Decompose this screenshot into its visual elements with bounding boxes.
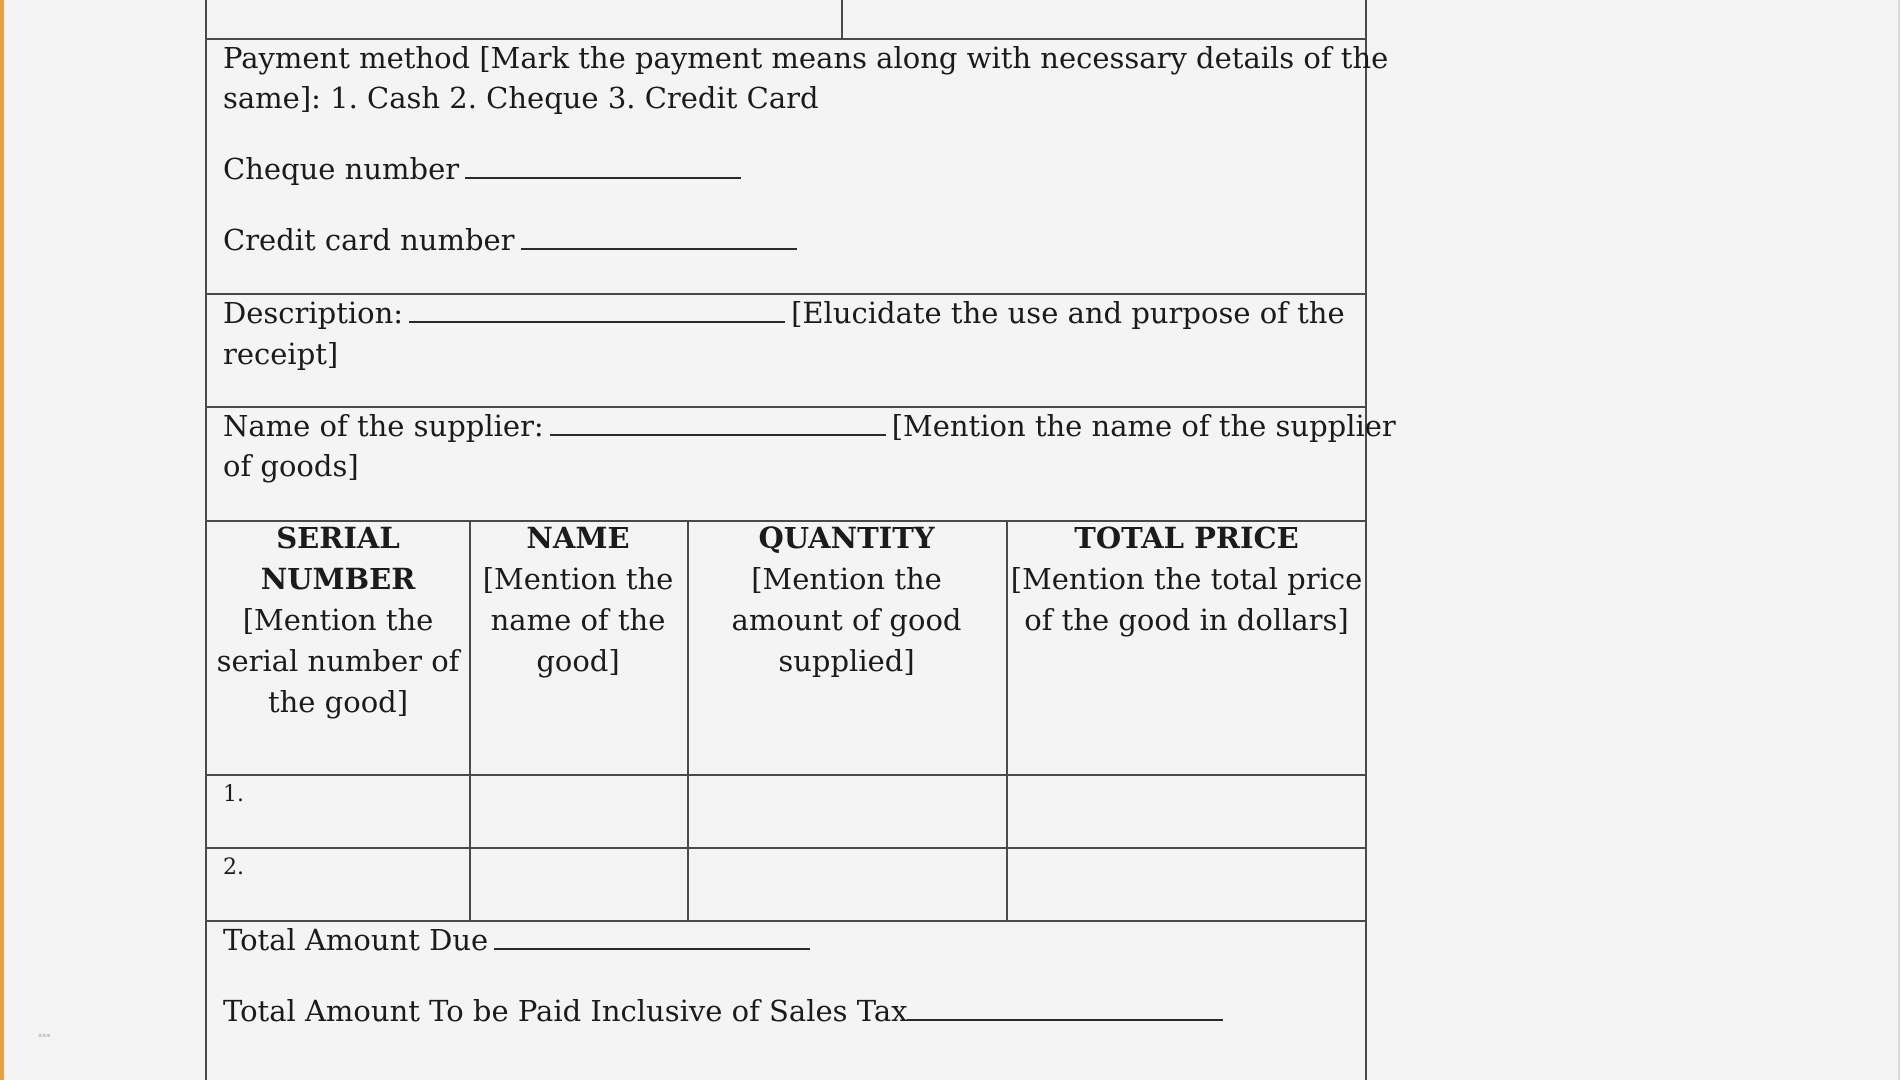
faint-watermark-mark: ▪▪▪ (38, 1028, 51, 1042)
header-quantity-title: QUANTITY (758, 521, 935, 555)
header-name-note-3: good] (536, 644, 620, 678)
credit-card-number-field[interactable] (521, 247, 797, 250)
receipt-form (205, 0, 1396, 1080)
rule-table-row-1 (207, 847, 1365, 849)
header-serial-number (207, 518, 469, 723)
header-total-price (1006, 518, 1367, 641)
cheque-number-label: Cheque number (223, 152, 460, 186)
header-total-price-title: TOTAL PRICE (1074, 521, 1299, 555)
table-row-2-serial: 2. (223, 855, 244, 880)
supplier-hint-line2: of goods] (223, 449, 359, 483)
header-name (469, 518, 687, 682)
rule-table-header (207, 774, 1365, 776)
description-field[interactable] (409, 320, 785, 323)
header-name-note-1: [Mention the (482, 562, 674, 596)
header-total-price-note-1: [Mention the total price (1010, 562, 1363, 596)
total-tax-field[interactable] (907, 1018, 1223, 1021)
header-serial-title-1: SERIAL (276, 521, 400, 555)
header-quantity (687, 518, 1006, 682)
supplier-hint: [Mention the name of the supplier (891, 409, 1396, 443)
header-serial-note-3: the good] (267, 685, 409, 719)
cheque-number-row (223, 149, 747, 190)
header-name-title: NAME (526, 521, 630, 555)
header-total-price-note-2: of the good in dollars] (1024, 603, 1349, 637)
header-serial-note-1: [Mention the (242, 603, 434, 637)
supplier-row (223, 406, 1396, 447)
payment-method-line1: Payment method [Mark the payment means along with necessary details of the (223, 41, 1389, 75)
header-serial-title-2: NUMBER (260, 562, 416, 596)
total-tax-row (223, 991, 1229, 1032)
total-due-label: Total Amount Due (223, 923, 489, 957)
header-quantity-note-3: supplied] (778, 644, 915, 678)
payment-method-line2: same]: 1. Cash 2. Cheque 3. Credit Card (223, 81, 819, 115)
supplier-label: Name of the supplier: (223, 409, 544, 443)
description-hint-line2: receipt] (223, 337, 339, 371)
header-serial-note-2: serial number of (216, 644, 460, 678)
credit-card-label: Credit card number (223, 223, 515, 257)
left-orange-edge (0, 0, 4, 1080)
supplier-name-field[interactable] (550, 433, 886, 436)
cheque-number-field[interactable] (465, 176, 741, 179)
header-quantity-note-1: [Mention the (751, 562, 942, 596)
header-quantity-note-2: amount of good (731, 603, 962, 637)
total-due-row (223, 920, 816, 961)
description-label: Description: (223, 296, 404, 330)
description-row (223, 293, 1345, 334)
top-row-divider (841, 0, 843, 38)
credit-card-row (223, 220, 803, 261)
table-row-1-serial: 1. (223, 782, 244, 807)
header-name-note-2: name of the (490, 603, 666, 637)
total-due-field[interactable] (494, 947, 810, 950)
total-tax-label: Total Amount To be Paid Inclusive of Sales Tax (223, 994, 908, 1028)
description-hint: [Elucidate the use and purpose of the (791, 296, 1345, 330)
